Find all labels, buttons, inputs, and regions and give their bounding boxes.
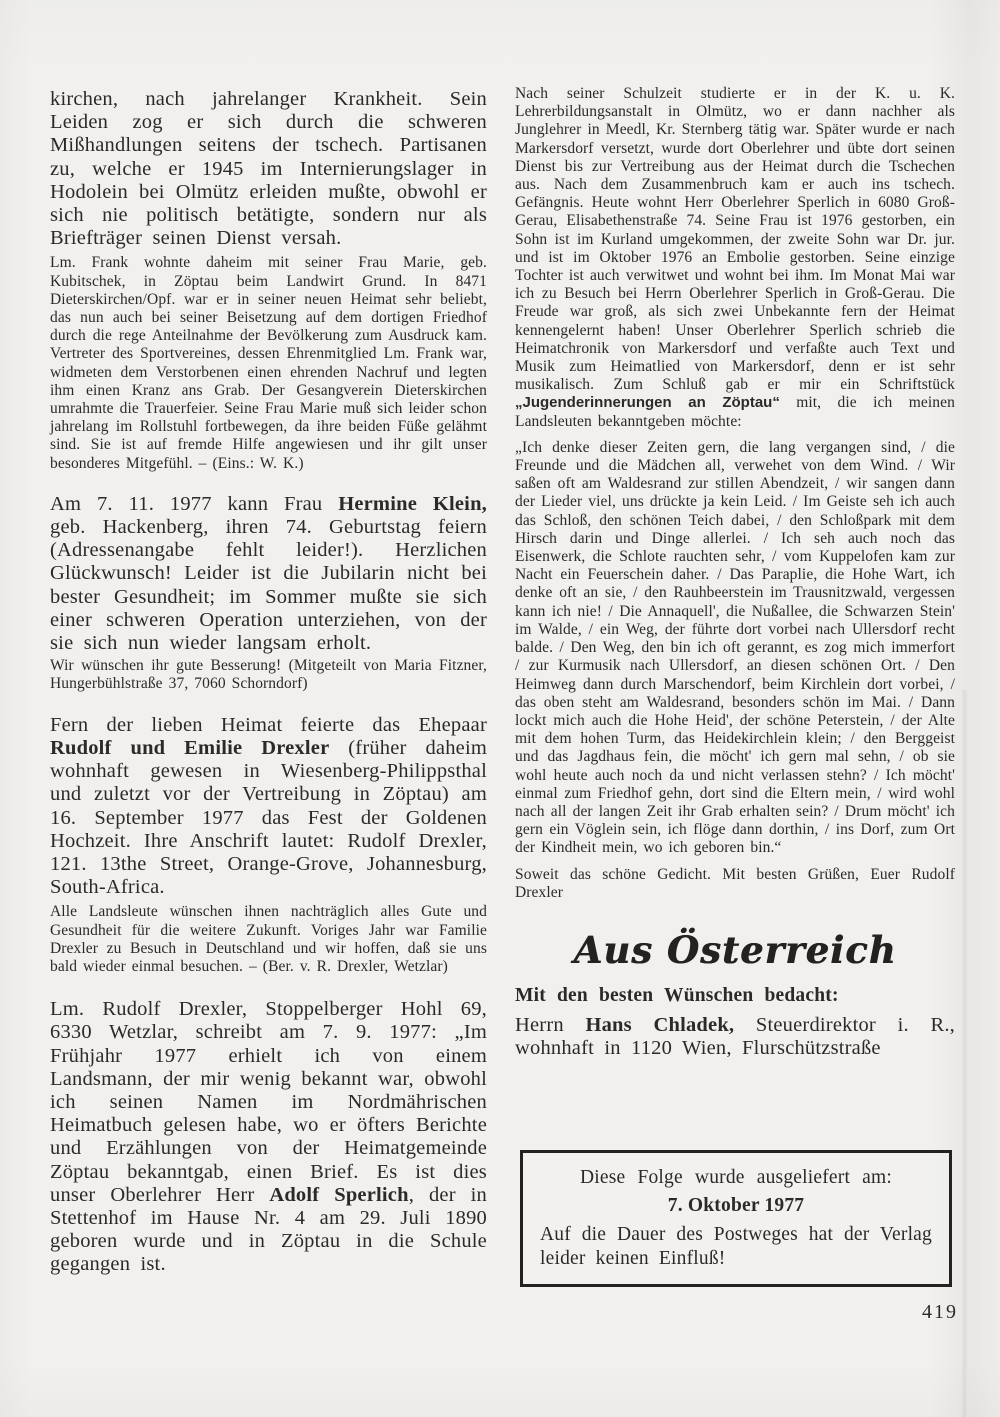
name-hans-chladek: Hans Chladek, — [585, 1013, 735, 1036]
paragraph-chladek — [515, 1014, 955, 1060]
paragraph-text: kirchen, nach jahrelanger Krankheit. Sein Leiden zog er sich durch die schweren Mißhandlungen seitens der tschech. Partisanen zu, welche er 1945 im Internierungslager in Hodolein bei Olmütz erleiden mußte, obwohl er sich nie politisch betätigte, sondern nur als Briefträger seinen Dienst versah. — [50, 88, 487, 250]
paragraph-text: , der in Stettenhof im Hause Nr. 4 am 29. Juli 1890 geboren wurde und in Zöptau in die Schule gegangen ist. — [50, 1183, 487, 1276]
paragraph-text: Alle Landsleute wünschen ihnen nachträglich alles Gute und Gesundheit für die weitere Zukunft. Voriges Jahr war Familie Drexler zu Besuch in Deutschland und wir hoffen, daß sie uns bald wieder einmal besuchen. – (Ber. v. R. Drexler, Wetzlar) — [50, 903, 487, 975]
paragraph-obituary-frank — [50, 88, 487, 250]
paragraph-text: (früher daheim wohnhaft gewesen in Wiesenberg-Philippsthal und zuletzt vor der Vertreibung in Zöptau) am 16. September 1977 das Fest der Goldenen Hochzeit. Ihre Anschrift lautet: Rudolf Drexler, 121. 13the Street, Orange-Grove, Johannesburg, South-Africa. — [50, 736, 488, 899]
poem-text: „Ich denke dieser Zeiten gern, die lang vergangen sind, / die Freunde und die Mädchen all, verwehet von dem Wind. / Wir saßen oft am Waldesrand zur stillen Abendzeit, / wir sangen dann der Lieder viel, uns drückte ja kein Leid. / Im Geiste seh ich auch das Schloß, den schönen Teich dabei, / den Schloßpark mit dem Hirsch darin und Dinge allerlei. / Ich seh auch noch das Eisenwerk, die Schlote rauchten sehr, / vom Kuppelofen kam zur Nacht ein Feuerschein daher. / Das Paraplie, die Hohe Wart, ich denke oft an sie, / den Rauhbeerstein im Trausnitzwald, vergessen kann ich nie! / Die Annaquell', die Nußallee, die Schwarzen Stein' im Walde, / ein Weg, der führte dort vorbei nach Ullersdorf recht balde. / Den Weg, den bin ich oft gerannt, es zog mich immerfort / zur Kurmusik nach Ullersdorf, an diesen schönen Ort. / Den Heimweg dann durch Marschendorf, beim Kirchlein dort vorbei, / das oben steht am Waldesrand, besonders schön im Mai. / Dann lockt mich auch die Hohe Heid', der schöne Peterstein, / der Alte mit dem hohen Turm, das Heidekirchlein klein; / den Berggeist und das Jagdhaus fein, die möcht' ich gern mal sehn, / ob sie wohl heute auch noch da und nicht verlassen stehn? / Ich möcht' einmal zum Friedhof gehn, dort sind die Eltern mein, / wird wohl nach all der langen Zeit ihr Grab erhalten sein? / Drum möcht' ich gern ein Vöglein sein, ich flöge dann dorthin, / ins Dorf, zum Ort der Kindheit mein, wo ich geboren bin.“ — [515, 438, 955, 857]
page-number: 419 — [922, 1301, 958, 1323]
paragraph-text: Am 7. 11. 1977 kann Frau — [50, 492, 339, 515]
name-hermine-klein: Hermine Klein, — [338, 492, 487, 515]
paragraph-frank-details — [50, 254, 487, 472]
paragraph-text: Herrn — [515, 1013, 586, 1036]
paragraph-drexler-note — [50, 903, 487, 976]
name-adolf-sperlich: Adolf Sperlich — [269, 1183, 409, 1206]
paragraph-birthday-klein — [50, 493, 487, 655]
paragraph-drexler-letter — [50, 998, 487, 1276]
paragraph-text: Soweit das schöne Gedicht. Mit besten Grüßen, Euer Rudolf Drexler — [515, 865, 955, 901]
paragraph-text: geb. Hackenberg, ihren 74. Geburtstag feiern (Adressenangabe fehlt leider!). Herzlichen Glückwunsch! Leider ist die Jubilarin nicht bei bester Gesundheit; im Sommer mußte sie sich einer schweren Operation unterziehen, von der sie sich nun wieder langsam erholt. — [50, 516, 487, 655]
name-rudolf-emilie-drexler: Rudolf und Emilie Drexler — [50, 736, 330, 759]
delivery-notice-box — [520, 1150, 952, 1287]
title-jugenderinnerungen: „Jugenderinnerungen an Zöptau“ — [515, 394, 780, 412]
poem-jugenderinnerungen — [515, 439, 955, 858]
section-heading-aus-oesterreich: Aus Österreich — [573, 927, 897, 972]
wishes-heading: Mit den besten Wünschen bedacht: — [515, 984, 839, 1006]
paragraph-sperlich-biography — [515, 85, 955, 431]
right-column — [515, 85, 955, 1060]
scan-edge-shadow — [961, 690, 968, 1417]
poem-closing — [515, 866, 955, 902]
paragraph-text: Lm. Frank wohnte daheim mit seiner Frau Marie, geb. Kubitschek, in Zöptau beim Landwirt Grund. In 8471 Dieterskirchen/Opf. war er in seiner neuen Heimat sehr beliebt, das nun auch bei seiner Beisetzung auf dem dortigen Friedhof durch die rege Anteilnahme der Bevölkerung zum Ausdruck kam. Vertreter des Sportvereines, dessen Ehrenmitglied Lm. Frank war, widmeten dem Verstorbenen einen ehrenden Nachruf und legten ihm einen Kranz ans Grab. Der Gesangverein Dieterskirchen umrahmte die Trauerfeier. Seine Frau Marie muß sich leider schon jahrelang im Rollstuhl fortbewegen, da ihre beiden Füße gelähmt sind. Sie ist auf fremde Hilfe angewiesen und ihr gilt unser besonderes Mitgefühl. – (Eins.: W. K.) — [50, 254, 487, 472]
paragraph-text: Wir wünschen ihr gute Besserung! (Mitgeteilt von Maria Fitzner, Hungerbühlstraße 37, 7060 Schorndorf) — [50, 657, 487, 693]
paragraph-text: mit, die ich meinen Landsleuten bekanntgeben möchte: — [515, 394, 955, 430]
delivery-date: 7. Oktober 1977 — [667, 1195, 805, 1216]
paragraph-text: Fern der lieben Heimat feierte das Ehepaar — [50, 713, 487, 736]
delivery-notice-line3: Auf die Dauer des Postweges hat der Verlag leider keinen Einfluß! — [540, 1224, 932, 1269]
delivery-notice-line1: Diese Folge wurde ausgeliefert am: — [579, 1167, 893, 1188]
paragraph-text: Lm. Rudolf Drexler, Stoppelberger Hohl 69, 6330 Wetzlar, schreibt am 7. 9. 1977: „Im Frühjahr 1977 erhielt ich von einem Landsmann, der mir wenig bekannt war, obwohl ich seinen Namen im Nordmährischen Heimatbuch gelesen habe, wo er öfters Berichte und Erzählungen von der Heimatgemeinde Zöptau bekanntgab, einen Brief. Es ist dies unser Oberlehrer Herr — [50, 998, 487, 1206]
paragraph-golden-wedding-drexler — [50, 714, 487, 900]
paragraph-klein-note — [50, 657, 487, 693]
paragraph-text: Nach seiner Schulzeit studierte er in der K. u. K. Lehrerbildungsanstalt in Olmütz, wo er dann nachher als Junglehrer in Meedl, Kr. Sternberg tätig war. Später wurde er nach Markersdorf versetzt, wurde dort Oberlehrer und übte dort seinen Dienst bis zur Vertreibung aus der Heimat durch die Tschechen aus. Nach dem Zusammenbruch kam er auch ins tschech. Gefängnis. Heute wohnt Herr Oberlehrer Sperlich in 6080 Groß-Gerau, Elisabethenstraße 74. Seine Frau ist 1976 gestorben, ein Sohn ist im Kurland umgekommen, der zweite Sohn war Dr. jur. und ist im Oktober 1976 an Embolie gestorben. Seine einzige Tochter ist auch verwitwet und wohnt bei ihm. Im Monat Mai war ich zu Besuch bei Herrn Oberlehrer Sperlich in Groß-Gerau. Die Freude war groß, als sich zwei Unbekannte fern der Heimat kennengelernt haben! Unser Oberlehrer Sperlich schrieb die Heimatchronik von Markersdorf und verfaßte auch Text und Musik zum Heimatlied von Markersdorf, denn er ist sehr musikalisch. Zum Schluß gab er mir ein Schriftstück — [515, 85, 955, 394]
paragraph-text: Steuerdirektor i. R., wohnhaft in 1120 Wien, Flurschützstraße — [515, 1013, 955, 1060]
left-column — [50, 88, 487, 1277]
